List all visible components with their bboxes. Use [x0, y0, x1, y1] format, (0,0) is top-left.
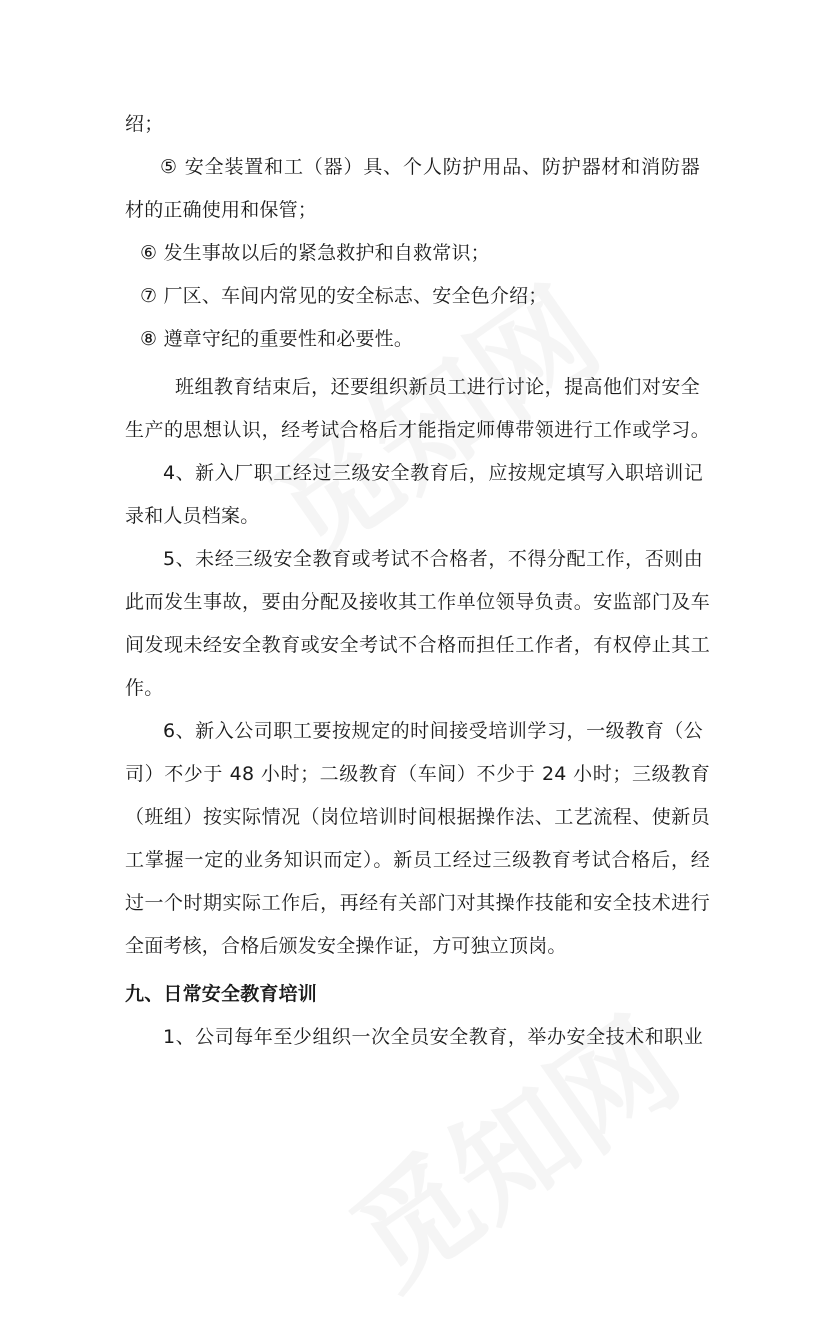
text-line: 录和人员档案。	[125, 505, 260, 527]
text-line: 此而发生事故，要由分配及接收其工作单位领导负责。安监部门及车	[125, 591, 710, 613]
text-line: ⑦ 厂区、车间内常见的安全标志、安全色介绍；	[140, 285, 548, 307]
text-line: 工掌握一定的业务知识而定）。新员工经过三级教育考试合格后，经	[125, 849, 710, 871]
text-line: （班组）按实际情况（岗位培训时间根据操作法、工艺流程、使新员	[125, 806, 710, 828]
text-line: 6、新入公司职工要按规定的时间接受培训学习，一级教育（公	[163, 720, 703, 742]
text-line: 绍；	[125, 113, 164, 135]
text-line: 全面考核，合格后颁发安全操作证，方可独立顶岗。	[125, 935, 567, 957]
text-line: 间发现未经安全教育或安全考试不合格而担任工作者，有权停止其工	[125, 634, 710, 656]
text-line: 过一个时期实际工作后，再经有关部门对其操作技能和安全技术进行	[125, 892, 710, 914]
text-line: 4、新入厂职工经过三级安全教育后，应按规定填写入职培训记	[163, 462, 703, 484]
section-heading: 九、日常安全教育培训	[125, 983, 318, 1005]
text-line: 班组教育结束后，还要组织新员工进行讨论，提高他们对安全	[175, 376, 700, 398]
text-line: 作。	[125, 677, 164, 699]
text-line: 司）不少于 48 小时；二级教育（车间）不少于 24 小时；三级教育	[125, 763, 710, 785]
text-line: ⑧ 遵章守纪的重要性和必要性。	[140, 328, 414, 350]
text-line: 材的正确使用和保管；	[125, 199, 318, 221]
text-line: ⑤ 安全装置和工（器）具、个人防护用品、防护器材和消防器	[160, 156, 700, 178]
text-line: 1、公司每年至少组织一次全员安全教育，举办安全技术和职业	[163, 1026, 703, 1048]
text-line: 5、未经三级安全教育或考试不合格者，不得分配工作，否则由	[163, 548, 703, 570]
text-line: ⑥ 发生事故以后的紧急救护和自救常识；	[140, 242, 490, 264]
text-line: 生产的思想认识，经考试合格后才能指定师傅带领进行工作或学习。	[125, 419, 710, 441]
